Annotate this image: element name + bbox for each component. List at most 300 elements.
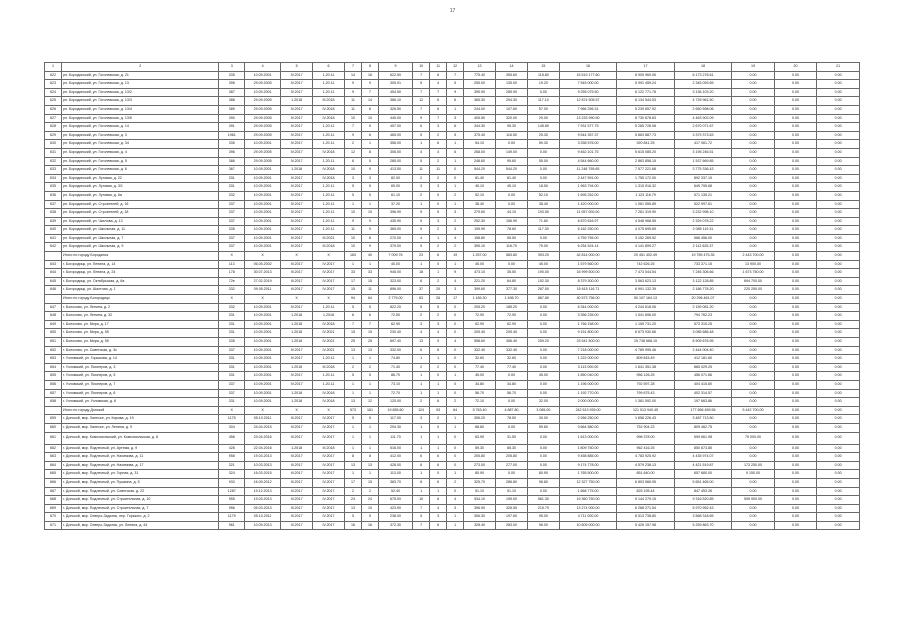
table-cell: 0.00 [817,453,860,462]
table-cell: 156.90 [496,217,528,226]
table-cell: 636 [45,191,62,200]
table-cell: 1 [447,513,464,522]
table-cell: 149.00 [496,148,528,157]
table-cell: 52.40 [379,487,413,496]
table-cell: 116.50 [496,131,528,140]
table-cell: 5 970 992.43 [674,504,731,513]
table-cell: 3 [430,183,447,192]
table-row [45,389,860,398]
table-cell: 5 [430,303,447,312]
table-cell: 2 [447,478,464,487]
table-cell: 0.00 [496,398,528,407]
address-cell: г. Донской, мкр. Подлесный, ул. Горная, д. 31 [62,470,219,479]
table-cell: 3 568 318.65 [674,513,731,522]
table-cell: 0 [447,487,464,496]
table-cell: 1 [344,260,361,269]
table-cell: 252.30 [464,217,496,226]
table-cell: 5 [362,415,379,424]
table-cell: X [313,252,345,261]
table-cell: 0.00 [817,191,860,200]
table-row [45,174,860,183]
address-cell: рп. Бородинский, ул. Гоголевская, д. 13/5 [62,114,219,123]
table-cell: 867.80 [527,295,559,304]
table-cell: 6 344 000.00 [559,303,616,312]
address-cell: г. Узловский, ул. Пионеров, д. 3 [62,363,219,372]
table-cell: 3 065.00 [527,406,559,415]
table-cell: 5 [430,209,447,218]
table-cell: 671 [45,521,62,530]
table-cell: 325.70 [464,478,496,487]
table-cell: IV.2017 [281,380,313,389]
table-cell: 10.09.2001 [245,320,281,329]
table-cell: 1 [344,470,361,479]
column-number-header: 7 [344,63,361,72]
table-cell: 752 904.23 [617,423,674,432]
table-cell: 68.60 [464,423,496,432]
table-cell: 0.00 [774,226,817,235]
table-cell: 387 [219,88,245,97]
table-cell: 15 [362,329,379,338]
table-row [45,398,860,407]
table-cell: 0.00 [732,453,775,462]
table-cell: 4 [413,329,430,338]
table-cell: IV.2017 [313,432,345,444]
table-cell: 11 [430,166,447,175]
table-cell: 29.09.2005 [245,131,281,140]
table-cell: 98.00 [527,521,559,530]
table-cell: III.2017 [281,461,313,470]
table-cell: 5 [344,415,361,424]
table-cell: 7 [362,320,379,329]
table-cell: 668 [45,496,62,505]
table-cell: 37 [413,286,430,295]
table-cell: 1 [430,444,447,453]
table-cell: 2 [413,312,430,321]
table-cell: 24 [344,496,361,505]
address-cell: г. Донской, мкр. Подлесный, ул. Нахимова, д. 17 [62,461,219,470]
table-cell: 3 [447,504,464,513]
table-cell: 6 [430,461,447,470]
table-cell: 17 [344,277,361,286]
table-cell: 72е [219,277,245,286]
table-cell: 72.90 [464,312,496,321]
table-row [45,286,860,295]
table-row [45,496,860,505]
table-cell: 331 [219,183,245,192]
table-cell: 595 900.00 [732,496,775,505]
table-cell: 285.90 [496,88,528,97]
table-cell: 6 [430,453,447,462]
table-cell: 1.20.11 [313,372,345,381]
address-cell: г. Донской, мкр. Подлесный, ул. Строительная, д. 7 [62,504,219,513]
table-cell: 5 [413,131,430,140]
column-number-header: 2 [62,63,219,72]
table-cell: 956 126.25 [617,372,674,381]
table-cell: 9 [413,114,430,123]
table-cell: 0.00 [774,432,817,444]
table-cell: 6 [430,346,447,355]
table-cell: 544.20 [496,166,528,175]
table-cell: 1 [362,140,379,149]
table-cell: 4 544 660.00 [559,157,616,166]
address-cell: рп. Бородинский, ул. Гоголевская, д. 6 [62,166,219,175]
table-cell: 29.09.2005 [245,148,281,157]
table-cell: 13 900.00 [732,260,775,269]
table-cell: 45.00 [464,260,496,269]
table-row [45,269,860,278]
table-cell: 0.00 [496,191,528,200]
table-cell: 0.00 [732,123,775,132]
table-cell: 52.10 [527,191,559,200]
table-cell: IV.2017 [281,234,313,243]
table-cell: 5 [362,372,379,381]
table-cell: 331 [219,355,245,364]
address-cell: рп. Бородинский, ул. Школьная, д. 11 [62,226,219,235]
table-cell: 331 [219,312,245,321]
table-cell: 892 337.15 [674,174,731,183]
table-cell: 6 162 250.00 [559,226,616,235]
table-cell: 534.10 [464,496,496,505]
table-cell: 920 841.25 [617,140,674,149]
table-cell: 573 315.25 [674,320,731,329]
table-cell: 178 [219,269,245,278]
table-cell: 396 [219,148,245,157]
table-cell: 0.00 [817,303,860,312]
table-cell: 0.00 [817,71,860,80]
table-cell: 152.30 [527,277,559,286]
table-cell: 15 615 116.71 [559,286,616,295]
table-cell: 0.00 [817,148,860,157]
table-cell: 35.50 [496,269,528,278]
table-cell: 5 259 863.70 [674,521,731,530]
table-cell: 1 [344,444,361,453]
table-cell: 1.20.11 [313,80,345,89]
table-cell: IV.2017 [281,200,313,209]
table-cell: 10.09.2001 [245,380,281,389]
table-cell: 195.90 [464,226,496,235]
table-cell: 955 [219,496,245,505]
table-cell: 3 [413,415,430,424]
table-cell: 19.03.2013 [245,496,281,505]
table-cell: 12 [413,97,430,106]
table-cell: 6 673 930.66 [617,329,674,338]
table-cell: 2 [413,191,430,200]
table-cell: 95.00 [527,513,559,522]
table-cell: 1 [413,470,430,479]
table-cell: 6 [430,105,447,114]
table-cell: 405.50 [464,114,496,123]
address-cell: г. Узловский, ул. Горшкова, д. 14 [62,355,219,364]
table-cell: III.2017 [281,432,313,444]
table-cell: 9 316 520.85 [674,496,731,505]
table-row [45,487,860,496]
table-cell: 7 [362,88,379,97]
table-cell: 80.90 [464,470,496,479]
table-cell: 2 [430,415,447,424]
table-cell: 1.2018 [281,389,313,398]
table-cell: 1.2018 [281,320,313,329]
table-cell: 5 [362,183,379,192]
table-cell: X [313,406,345,415]
table-row [45,114,860,123]
table-cell: 1.2018 [313,312,345,321]
table-cell: 645 [45,277,62,286]
table-cell: 1.20.11 [313,355,345,364]
table-cell: 1 [413,355,430,364]
table-cell: 0.00 [774,380,817,389]
table-cell: 52.10 [464,191,496,200]
column-number-header: 3 [219,63,245,72]
table-cell: 71.40 [379,363,413,372]
table-cell: 1 658 226.43 [617,415,674,424]
table-cell: 5 [362,191,379,200]
column-number-header: 9 [379,63,413,72]
table-row [45,260,860,269]
table-cell: 7 261 319.90 [617,209,674,218]
table-cell: 12 874 505.57 [559,97,616,106]
table-cell: 6 991 132.39 [617,286,674,295]
table-cell: III.2017 [281,423,313,432]
table-cell: 657 680.00 [674,470,731,479]
table-cell: 78.60 [496,226,528,235]
table-cell: 4 [447,277,464,286]
table-cell: 0.00 [732,166,775,175]
table-cell: 145.80 [527,123,559,132]
table-cell: 1 765 500.00 [559,470,616,479]
table-cell: 644 [45,269,62,278]
table-row [45,105,860,114]
table-cell: 177 656 459.56 [674,406,731,415]
table-cell: 32.60 [464,355,496,364]
table-cell: 24 [362,496,379,505]
table-cell: 12 [362,398,379,407]
table-cell: 2 266 250.00 [559,415,616,424]
table-row [45,243,860,252]
table-cell: 10.09.2001 [245,140,281,149]
table-cell: 324 [219,470,245,479]
table-cell: 80.90 [527,470,559,479]
table-cell: 10.09.2013 [245,521,281,530]
table-cell: 473.10 [464,269,496,278]
table-cell: IV.2017 [281,183,313,192]
address-cell: г. Болохово, ул. Советская, д. 3с [62,346,219,355]
table-row [45,355,860,364]
table-cell: 25.30 [527,131,559,140]
table-cell: 0.00 [817,200,860,209]
table-cell: 391 [219,123,245,132]
table-cell: 9 [447,88,464,97]
table-cell: 1.20.11 [313,217,345,226]
table-cell: 3 [413,320,430,329]
table-cell: 118.80 [527,71,559,80]
table-cell: 10.09.2001 [245,200,281,209]
table-cell: 82.00 [379,174,413,183]
table-cell: 5 [413,513,430,522]
table-cell: IV.2017 [281,114,313,123]
table-cell: IV.2017 [281,372,313,381]
address-cell: г. Богородицк, ул. Ленина, д. 24 [62,269,219,278]
table-cell: 663 [45,453,62,462]
table-cell: 13 [344,346,361,355]
table-cell: 1 [413,380,430,389]
table-cell: 2 [430,131,447,140]
column-number-header: 6 [313,63,345,72]
table-cell: 71.60 [527,217,559,226]
table-cell: 5 [362,157,379,166]
table-cell: 583.80 [496,252,528,261]
table-cell: IV.2018 [313,105,345,114]
table-cell: 1 673 750.00 [732,269,775,278]
table-cell: 335 [219,140,245,149]
table-cell: 6 [362,105,379,114]
table-cell: 665 [45,470,62,479]
table-row [45,444,860,453]
table-cell: 7 246 306.66 [674,269,731,278]
table-cell: 6 [430,140,447,149]
table-cell [45,252,62,261]
table-cell: 522 997.61 [674,200,731,209]
table-row [45,453,860,462]
table-cell: 0.00 [774,355,817,364]
table-cell: 1 420 000.00 [559,200,616,209]
table-cell: 6 [430,496,447,505]
table-cell: 0.00 [817,80,860,89]
table-cell: 12 327 750.00 [559,478,616,487]
table-cell: 1 257.00 [464,252,496,261]
table-cell: 74.80 [379,355,413,364]
table-cell: 0.00 [774,389,817,398]
table-cell: 1 579 560.00 [559,260,616,269]
table-cell: 335 [219,226,245,235]
header-row [45,63,860,72]
table-cell: 1.20.11 [313,380,345,389]
table-cell: 1 766 158.00 [559,320,616,329]
table-row [45,97,860,106]
table-cell: 32.60 [496,355,528,364]
table-cell: 1 [362,355,379,364]
table-cell: 5 [413,80,430,89]
table-cell: 286.80 [496,478,528,487]
table-cell: IV.2017 [281,131,313,140]
table-row [45,131,860,140]
table-cell: 10.03.2013 [245,461,281,470]
table-cell: 640 [45,226,62,235]
table-cell: 5 [413,303,430,312]
table-cell: 332.40 [496,346,528,355]
table-cell: 30.07.2013 [245,269,281,278]
table-cell: 34.80 [464,380,496,389]
table-cell: 632 [45,157,62,166]
table-cell: 0 [447,380,464,389]
table-cell: 7 545 000.00 [559,80,616,89]
table-cell: 34.80 [496,380,528,389]
table-cell: 1 [447,157,464,166]
table-cell: 0.00 [732,398,775,407]
address-cell: г. Болохово, ул. Ленина, д. 2 [62,303,219,312]
table-cell: 1 [413,444,430,453]
table-cell: 9 [344,217,361,226]
table-cell: 45.10 [496,183,528,192]
table-cell: 1.2018 [281,338,313,347]
table-cell: 332.00 [379,346,413,355]
table-cell: 16 [362,521,379,530]
table-cell: 22.04.2016 [245,444,281,453]
table-cell: 121 513 940.45 [617,406,674,415]
table-cell: 0.00 [774,329,817,338]
table-cell: 11 [362,286,379,295]
table-cell: 0.00 [774,131,817,140]
table-cell: IV.2017 [281,148,313,157]
table-cell: 1.2018 [281,444,313,453]
address-cell: рп. Бородинский, ул. Строителей, д. 18 [62,209,219,218]
table-cell: 242 513 939.00 [559,406,616,415]
table-cell: 1.20.11 [313,71,345,80]
table-cell: 660 [45,423,62,432]
table-cell: 9 458 885.00 [559,453,616,462]
table-cell: 332 [219,286,245,295]
table-cell: 1 [362,423,379,432]
table-cell: 3 232 998.10 [674,209,731,218]
table-cell: III.2017 [281,415,313,424]
table-cell: 7 [413,521,430,530]
table-cell: 3 195 246.51 [674,148,731,157]
table-cell: 412 181.60 [674,355,731,364]
address-cell: рп. Бородинский, ул. Гоголевская, д. 14 [62,123,219,132]
table-cell: 10.09.2001 [245,303,281,312]
table-cell: 244.00 [464,105,496,114]
table-cell: 1 [362,200,379,209]
table-cell: 193.50 [527,209,559,218]
table-cell: 0 [447,166,464,175]
address-cell: г. Болохово, ул. Мира, д. 55 [62,329,219,338]
table-cell: 6 [430,71,447,80]
table-row [45,320,860,329]
table-cell: 321 [219,461,245,470]
table-cell: 335 [219,338,245,347]
table-cell: 4 [447,234,464,243]
table-cell: 4 463 902.09 [674,114,731,123]
table-cell: III.2017 [281,470,313,479]
table-cell: 5 [362,123,379,132]
table-row [45,513,860,522]
table-cell: IV.2017 [281,217,313,226]
table-cell: 0.00 [496,260,528,269]
table-cell: 0.00 [817,504,860,513]
table-cell: 5 991 459.24 [617,80,674,89]
table-cell: 2 779.00 [379,295,413,304]
table-cell: 79 000.00 [732,432,775,444]
table-cell: 656 [45,380,62,389]
table-cell: 62.90 [379,320,413,329]
table-cell: 15 738 668.15 [617,338,674,347]
table-cell: 638 [45,209,62,218]
page-number: 17 [449,8,456,14]
table-cell: IV.2017 [313,286,345,295]
table-cell: 197.60 [496,513,528,522]
table-cell: 0 [430,372,447,381]
table-cell: 95.30 [496,123,528,132]
table-cell: 72.10 [464,398,496,407]
table-cell: III.2018 [313,444,345,453]
column-number-header: 16 [559,63,616,72]
table-cell: 1.20.11 [313,303,345,312]
table-cell: 23 541 500.00 [559,338,616,347]
table-cell: 0.00 [732,183,775,192]
table-cell: III.2017 [281,260,313,269]
table-cell: 0.00 [732,444,775,453]
table-cell: 3 [362,174,379,183]
table-cell: 2 186 778.20 [674,286,731,295]
